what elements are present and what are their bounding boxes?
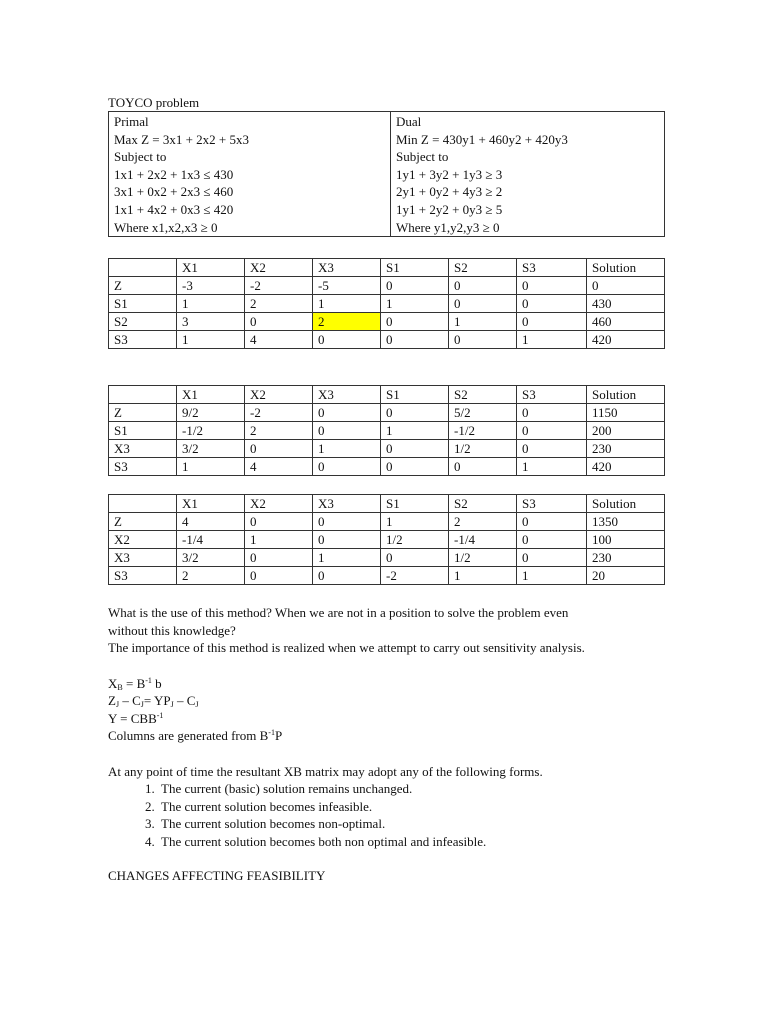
table-cell: 2 bbox=[245, 422, 313, 440]
table-cell: 0 bbox=[381, 313, 449, 331]
table-cell: 0 bbox=[449, 295, 517, 313]
table-cell: 0 bbox=[517, 404, 587, 422]
table-cell: 1350 bbox=[587, 513, 665, 531]
table-cell: 1 bbox=[313, 295, 381, 313]
table-row bbox=[109, 440, 665, 458]
table-cell: 1 bbox=[381, 295, 449, 313]
table-cell: -2 bbox=[381, 567, 449, 585]
table-cell: 1/2 bbox=[381, 531, 449, 549]
header-cell: Solution bbox=[587, 495, 665, 513]
table-cell: -2 bbox=[245, 277, 313, 295]
table-header-row bbox=[109, 386, 665, 404]
dual-line: Subject to bbox=[396, 149, 449, 165]
header-cell: X2 bbox=[245, 259, 313, 277]
primal-line: 1x1 + 4x2 + 0x3 ≤ 420 bbox=[114, 201, 234, 217]
table-cell: 1/2 bbox=[449, 549, 517, 567]
forms-list bbox=[108, 780, 608, 850]
table-cell: X2 bbox=[109, 531, 177, 549]
table-cell: S3 bbox=[109, 331, 177, 349]
answer-paragraph: The importance of this method is realized when we attempt to carry out sensitivity analysis. bbox=[108, 640, 585, 656]
table-row bbox=[109, 295, 665, 313]
section-heading: CHANGES AFFECTING FEASIBILITY bbox=[108, 868, 326, 884]
table-cell: 1 bbox=[177, 458, 245, 476]
primal-line: Subject to bbox=[114, 149, 167, 165]
header-cell: S2 bbox=[449, 386, 517, 404]
header-cell bbox=[109, 259, 177, 277]
table-cell: 1 bbox=[381, 513, 449, 531]
header-cell: X1 bbox=[177, 495, 245, 513]
table-cell: 2 bbox=[177, 567, 245, 585]
table-cell: 9/2 bbox=[177, 404, 245, 422]
table-cell: -2 bbox=[245, 404, 313, 422]
table-cell: S1 bbox=[109, 422, 177, 440]
simplex-tableau-initial bbox=[108, 258, 665, 349]
header-cell: S1 bbox=[381, 259, 449, 277]
formula-columns: Columns are generated from $B^{-1}P$ bbox=[108, 728, 283, 744]
primal-line: Max Z = 3x1 + 2x2 + 5x3 bbox=[114, 131, 250, 147]
table-cell: 0 bbox=[381, 440, 449, 458]
table-cell: 0 bbox=[517, 422, 587, 440]
table-header-row bbox=[109, 259, 665, 277]
header-cell: S1 bbox=[381, 495, 449, 513]
table-cell: 0 bbox=[381, 331, 449, 349]
table-row bbox=[109, 513, 665, 531]
table-cell: 0 bbox=[381, 277, 449, 295]
table-cell: 100 bbox=[587, 531, 665, 549]
table-cell: 0 bbox=[313, 513, 381, 531]
table-cell: 1 bbox=[381, 422, 449, 440]
table-cell: 0 bbox=[449, 331, 517, 349]
header-cell: Solution bbox=[587, 386, 665, 404]
table-cell: 0 bbox=[313, 422, 381, 440]
table-cell: 1 bbox=[517, 458, 587, 476]
table-cell: 2 bbox=[245, 295, 313, 313]
document-page bbox=[108, 94, 664, 885]
table-cell: S3 bbox=[109, 458, 177, 476]
table-cell: 0 bbox=[517, 440, 587, 458]
list-item: 3. The current solution becomes non-optimal. bbox=[158, 815, 608, 833]
table-cell: 1 bbox=[313, 440, 381, 458]
header-cell: S3 bbox=[517, 386, 587, 404]
list-item: 2. The current solution becomes infeasible. bbox=[158, 798, 608, 816]
table-cell: 0 bbox=[517, 313, 587, 331]
primal-line: 1x1 + 2x2 + 1x3 ≤ 430 bbox=[114, 166, 234, 182]
header-cell: X2 bbox=[245, 386, 313, 404]
body-text bbox=[108, 604, 608, 885]
table-cell: 0 bbox=[517, 531, 587, 549]
table-cell: 0 bbox=[313, 567, 381, 585]
primal-cell bbox=[109, 112, 391, 237]
table-cell: 1 bbox=[313, 549, 381, 567]
table-cell: S2 bbox=[109, 313, 177, 331]
table-cell: 20 bbox=[587, 567, 665, 585]
dual-line: 2y1 + 0y2 + 4y3 ≥ 2 bbox=[396, 184, 503, 200]
list-item: 1. The current (basic) solution remains unchanged. bbox=[158, 780, 608, 798]
pivot-element-cell: 2 bbox=[313, 313, 381, 331]
simplex-tableau-iteration-1 bbox=[108, 385, 665, 476]
table-cell: -1/2 bbox=[177, 422, 245, 440]
header-cell: S3 bbox=[517, 495, 587, 513]
table-cell: 200 bbox=[587, 422, 665, 440]
header-cell: X2 bbox=[245, 495, 313, 513]
table-cell: X3 bbox=[109, 549, 177, 567]
table-cell: 1 bbox=[177, 331, 245, 349]
question-paragraph: What is the use of this method? When we are not in a position to solve the problem even without this knowledge? bbox=[108, 605, 569, 638]
table-header-row bbox=[109, 495, 665, 513]
header-cell: X3 bbox=[313, 495, 381, 513]
table-cell: 0 bbox=[381, 549, 449, 567]
table-cell: -1/4 bbox=[177, 531, 245, 549]
table-cell: -1/2 bbox=[449, 422, 517, 440]
header-cell bbox=[109, 386, 177, 404]
table-cell: 0 bbox=[313, 531, 381, 549]
table-cell: 0 bbox=[245, 440, 313, 458]
table-cell: 0 bbox=[449, 277, 517, 295]
table-cell: 0 bbox=[245, 313, 313, 331]
header-cell bbox=[109, 495, 177, 513]
formula-zj-cj: $Z_J - C_J= YP_J - C_J$ bbox=[108, 693, 199, 710]
table-cell: X3 bbox=[109, 440, 177, 458]
table-cell: -5 bbox=[313, 277, 381, 295]
header-cell: Solution bbox=[587, 259, 665, 277]
header-cell: S1 bbox=[381, 386, 449, 404]
table-cell: -1/4 bbox=[449, 531, 517, 549]
table-cell: S1 bbox=[109, 295, 177, 313]
table-cell: 0 bbox=[517, 277, 587, 295]
table-cell: 0 bbox=[517, 513, 587, 531]
table-cell: 420 bbox=[587, 458, 665, 476]
table-cell: 0 bbox=[517, 549, 587, 567]
simplex-tableau-iteration-2 bbox=[108, 494, 665, 585]
primal-dual-table bbox=[108, 111, 665, 237]
table-cell: 0 bbox=[449, 458, 517, 476]
table-cell: 4 bbox=[245, 458, 313, 476]
table-cell: 0 bbox=[517, 295, 587, 313]
table-cell: Z bbox=[109, 513, 177, 531]
dual-line: Where y1,y2,y3 ≥ 0 bbox=[396, 219, 500, 235]
table-cell: 1 bbox=[517, 331, 587, 349]
table-row bbox=[109, 567, 665, 585]
table-row bbox=[109, 313, 665, 331]
header-cell: S2 bbox=[449, 259, 517, 277]
dual-line: Min Z = 430y1 + 460y2 + 420y3 bbox=[396, 131, 568, 147]
table-cell: Z bbox=[109, 277, 177, 295]
table-cell: 1/2 bbox=[449, 440, 517, 458]
table-cell: 5/2 bbox=[449, 404, 517, 422]
table-cell: 1 bbox=[517, 567, 587, 585]
table-cell: 430 bbox=[587, 295, 665, 313]
dual-line: 1y1 + 3y2 + 1y3 ≥ 3 bbox=[396, 166, 503, 182]
table-cell: 4 bbox=[177, 513, 245, 531]
table-cell: -3 bbox=[177, 277, 245, 295]
table-cell: 3/2 bbox=[177, 440, 245, 458]
table-cell: 0 bbox=[245, 567, 313, 585]
primal-line: 3x1 + 0x2 + 2x3 ≤ 460 bbox=[114, 184, 234, 200]
dual-heading: Dual bbox=[396, 114, 422, 129]
dual-cell bbox=[391, 112, 665, 237]
table-row bbox=[109, 458, 665, 476]
header-cell: X1 bbox=[177, 386, 245, 404]
table-cell: 1 bbox=[449, 313, 517, 331]
table-row bbox=[109, 549, 665, 567]
header-cell: X3 bbox=[313, 386, 381, 404]
table-row bbox=[109, 404, 665, 422]
document-title: TOYCO problem bbox=[108, 95, 200, 110]
table-cell: 1 bbox=[177, 295, 245, 313]
table-row bbox=[109, 422, 665, 440]
forms-intro: At any point of time the resultant XB matrix may adopt any of the following forms. bbox=[108, 763, 543, 779]
table-cell: 0 bbox=[313, 404, 381, 422]
table-cell: 0 bbox=[313, 458, 381, 476]
formula-xb: $X_B = B^{-1}$ b bbox=[108, 675, 162, 692]
table-cell: 0 bbox=[245, 513, 313, 531]
table-row bbox=[109, 531, 665, 549]
table-cell: 4 bbox=[245, 331, 313, 349]
table-cell: 1 bbox=[245, 531, 313, 549]
header-cell: S3 bbox=[517, 259, 587, 277]
table-cell: 3 bbox=[177, 313, 245, 331]
table-row bbox=[109, 277, 665, 295]
table-cell: 1 bbox=[449, 567, 517, 585]
header-cell: X3 bbox=[313, 259, 381, 277]
table-cell: 0 bbox=[587, 277, 665, 295]
table-cell: 420 bbox=[587, 331, 665, 349]
table-cell: 230 bbox=[587, 549, 665, 567]
table-cell: 3/2 bbox=[177, 549, 245, 567]
table-cell: 0 bbox=[245, 549, 313, 567]
table-cell: 0 bbox=[381, 404, 449, 422]
dual-line: 1y1 + 2y2 + 0y3 ≥ 5 bbox=[396, 201, 503, 217]
primal-heading: Primal bbox=[114, 114, 149, 129]
table-cell: 2 bbox=[449, 513, 517, 531]
table-cell: 460 bbox=[587, 313, 665, 331]
table-cell: 230 bbox=[587, 440, 665, 458]
table-cell: 1150 bbox=[587, 404, 665, 422]
table-cell: Z bbox=[109, 404, 177, 422]
header-cell: X1 bbox=[177, 259, 245, 277]
table-row bbox=[109, 331, 665, 349]
primal-line: Where x1,x2,x3 ≥ 0 bbox=[114, 219, 218, 235]
list-item: 4. The current solution becomes both non optimal and infeasible. bbox=[158, 833, 608, 851]
table-cell: S3 bbox=[109, 567, 177, 585]
table-cell: 0 bbox=[381, 458, 449, 476]
table-cell: 0 bbox=[313, 331, 381, 349]
formula-y: $Y = CBB^{-1}$ bbox=[108, 710, 164, 726]
header-cell: S2 bbox=[449, 495, 517, 513]
